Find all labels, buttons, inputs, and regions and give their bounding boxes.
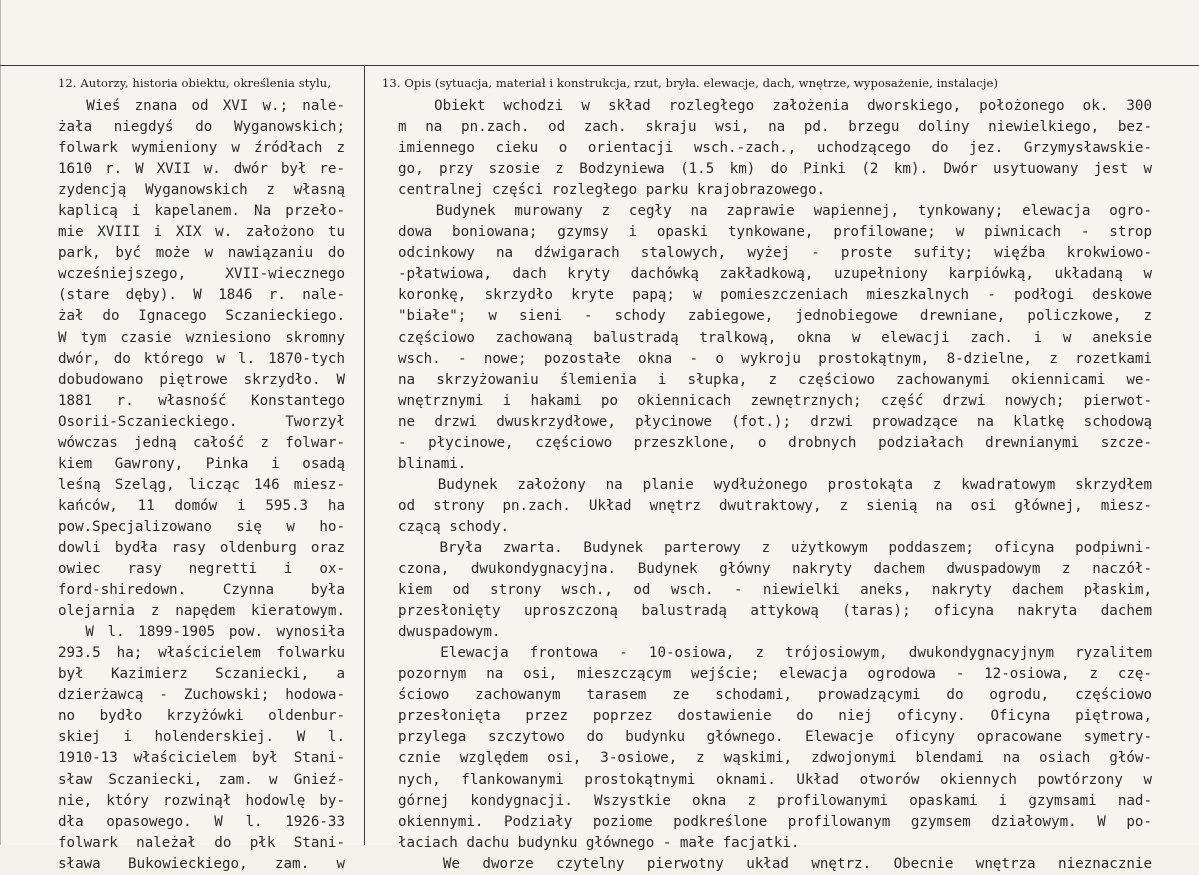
text-line: przesłonięta przez poprzez dostawienie do niej oficyny. Oficyna piętrowa, [398,708,1152,725]
text-line: dobudowano piętrowe skrzydło. W [58,371,345,388]
text-line: łaciach dachu budynku głównego - małe facjatki. [398,834,800,851]
text-line: ściowo zachowanym tarasem ze schodami, prowadzącymi do ogrodu, częściowo [398,687,1152,704]
text-line: od strony pn.zach. Układ wnętrz dwutraktowy, z sienią na osi głównej, miesz- [398,497,1152,514]
text-line: olejarnia z napędem kieratowym. [58,603,345,620]
text-line: "białe"; w sieni - schody zabiegowe, jednobiegowe drewniane, policzkowe, z [398,308,1152,325]
text-line: zydencją Wyganowskich z własną [58,182,345,199]
text-line: żała niegdyś do Wyganowskich; [58,119,345,136]
text-line: dowli bydła rasy oldenburg oraz [58,539,345,556]
text-line: żał do Ignacego Sczanieckiego. [58,308,345,325]
text-line: był Kazimierz Sczaniecki, a [58,666,345,683]
text-line: blinami. [398,455,467,472]
text-line: czącą schody. [398,518,510,535]
text-line: Obiekt wchodzi w skład rozległego założenia dworskiego, położonego ok. 300 [398,98,1152,114]
text-line: nych, flankowanymi prostokątnymi oknami. Układ otworów okiennych powtórzony w [398,771,1152,788]
text-line: folwark wymieniony w źródłach z [58,140,345,157]
text-line: dła opasowego. W l. 1926-33 [58,813,345,830]
text-line: kańców, 11 domów i 595.3 ha [58,497,345,514]
text-line: dowa boniowana; gzymsy i opaski tynkowane, profilowane; w piwnicach - strop [398,224,1152,241]
text-line: (stare dęby). W 1846 r. nale- [58,287,345,304]
text-line: czona, dwukondygnacyjna. Budynek główny nakryty dachem dwuspadowym z naczół- [398,561,1152,578]
text-line: nie, który rozwinął hodowlę by- [58,792,345,809]
text-line: koronkę, skrzydło kryte papą; w pomieszczeniach mieszkalnych - podłogi deskowe [398,287,1152,304]
text-line: częściowo zachowaną balustradą tralkową, okna w elewacji zach. i w aneksie [398,329,1152,346]
text-line: imiennego cieku o orientacji wsch.-zach., uchodzącego do jez. Grzymysławskie- [398,140,1152,157]
text-line: pozornym na osi, mieszczącym wejście; elewacja ogrodowa - 12-osiowa, z czę- [398,666,1152,683]
text-line: - płycinowe, częściowo przeszklone, o drobnych podziałach drewnianymi szcze- [398,434,1152,451]
section-12-text [58,96,345,875]
section-12-header: 12. Autorzy, historia obiektu, określenia stylu, [58,76,332,90]
text-line: park, być może w nawiązaniu do [58,245,345,262]
text-line: -płatwiowa, dach kryty dachówką zakładkową, uzupełniony karpiówką, układaną w [398,266,1152,283]
text-line: W l. 1899-1905 pow. wynosiła [58,624,345,641]
text-line: go, przy szosie z Bodzyniewa (1.5 km) do Pinki (2 km). Dwór usytuowany jest w [398,161,1152,178]
text-line: W tym czasie wzniesiono skromny [58,329,345,346]
text-line: We dworze czytelny pierwotny układ wnętrz. Obecnie wnętrza nieznacznie [398,855,1152,872]
text-line: folwark należał do płk Stani- [58,834,345,851]
text-line: Bryła zwarta. Budynek parterowy z użytkowym poddaszem; oficyna podpiwni- [398,539,1152,556]
text-line: górnej kondygnacji. Wszystkie okna z profilowanymi opaskami i gzymsami nad- [398,792,1152,809]
section-13-header: 13. Opis (sytuacja, materiał i konstrukcja, rzut, bryła. elewacje, dach, wnętrze, wyposażenie, instalacje) [382,76,999,90]
text-line: wnętrznymi i hakami po okiennicach zewnętrznych; część drzwi nowych; pierwot- [398,392,1152,409]
text-line: Budynek murowany z cegły na zaprawie wapiennej, tynkowany; elewacja ogro- [398,203,1152,220]
text-line: wcześniejszego, XVII-wiecznego [58,266,345,283]
text-line: Wieś znana od XVI w.; nale- [58,98,345,114]
text-line: sław Sczaniecki, zam. w Gnieź- [58,771,345,788]
column-divider [364,65,365,845]
text-line: 1910-13 właścicielem był Stani- [58,750,345,767]
text-line: leśną Szeląg, licząc 146 miesz- [58,476,345,493]
text-line: na skrzyżowaniu ślemienia i słupka, z częściowo zachowanymi okiennicami we- [398,371,1152,388]
text-line: no bydło krzyżówki oldenbur- [58,708,345,725]
text-line: dwór, do którego w l. 1870-tych [58,350,345,367]
text-line: pow.Specjalizowano się w ho- [58,518,345,535]
text-line: kaplicą i kapelanem. Na przeło- [58,203,345,220]
text-line: cznie względem osi, 3-osiowe, z wąskimi, zdwojonymi blendami na osiach głów- [398,750,1152,767]
text-line: kiem od strony wsch., od wsch. - niewielki aneks, nakryty dachem płaskim, [398,582,1152,599]
text-line: sława Bukowieckiego, zam. w [58,855,345,872]
text-line: skiej i holenderskiej. W l. [58,729,345,746]
text-line: m na pn.zach. od zach. skraju wsi, na pd. brzegu doliny niewielkiego, bez- [398,119,1152,136]
text-line: ford-shiredown. Czynna była [58,582,345,599]
text-line: wsch. - nowe; pozostałe okna - o wykroju prostokątnym, 8-dzielne, z rozetkami [398,350,1152,367]
text-line: przesłonięty uproszczoną balustradą attykową (taras); oficyna nakryta dachem [398,603,1152,620]
header-rule [0,65,1199,66]
text-line: Osorii-Sczanieckiego. Tworzył [58,413,345,430]
text-line: kiem Gawrony, Pinka i osadą [58,455,345,472]
text-line: owiec rasy negretti i ox- [58,561,345,578]
text-line: dwuspadowym. [398,624,501,641]
text-line: Elewacja frontowa - 10-osiowa, z trójosiowym, dwukondygnacyjnym ryzalitem [398,645,1152,662]
text-line: dzierżawcą - Zuchowski; hodowa- [58,687,345,704]
text-line: odcinkowy na dźwigarach stalowych, wyżej - proste sufity; więźba krokwiowo- [398,245,1152,262]
text-line: wówczas jedną całość z folwar- [58,434,345,451]
text-line: 1881 r. własność Konstantego [58,392,345,409]
text-line: 293.5 ha; właścicielem folwarku [58,645,345,662]
text-line: mie XVIII i XIX w. założono tu [58,224,345,241]
text-line: centralnej części rozległego parku krajobrazowego. [398,182,826,199]
text-line: 1610 r. W XVII w. dwór był re- [58,161,345,178]
section-13-text [398,96,1152,875]
text-line: Budynek założony na planie wydłużonego prostokąta z kwadratowym skrzydłem [398,476,1152,493]
text-line: przylega szczytowo do budynku głównego. Elewacje oficyny opracowane symetry- [398,729,1152,746]
text-line: ne drzwi dwuskrzydłowe, płycinowe (fot.); drzwi prowadzące na klatkę schodową [398,413,1152,430]
page-left-edge [0,0,1,845]
text-line: okiennymi. Podziały poziome podkreślone profilowanym gzymsem działowym. W po- [398,813,1152,830]
